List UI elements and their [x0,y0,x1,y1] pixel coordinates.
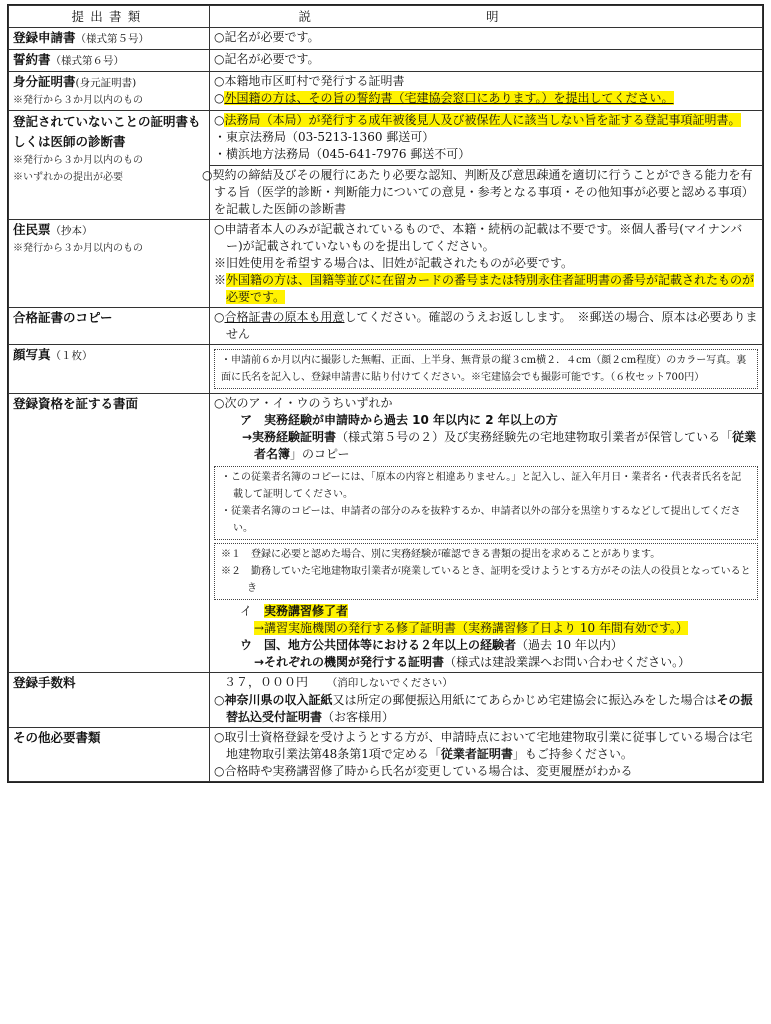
desc-line: ○契約の締結及びその履行にあたり必要な認知、判断及び意思疎通を適切に行うことができる能力を有する旨（医学的診断・判断能力についての意見・参考となる事項・その他知事が必要と認める事項）を記載した医師の診断書 [210,165,762,218]
table-row [9,308,763,345]
desc-line: ○取引士資格登録を受けようとする方が、申請時点において宅地建物取引業に従事している場合は宅地建物取引業法第48条第1項で定める「従業者証明書」もご持参ください。 [214,730,753,761]
desc-line: ○合格時や実務講習修了時から氏名が変更している場合は、変更履歴がわかる [214,764,633,778]
row-label: 登録手数料 [13,675,76,690]
desc-line: ・東京法務局（03-5213-1360 郵送可） [214,130,435,144]
row-desc: ○記名が必要です。 [210,28,763,50]
desc-line: ウ 国、地方公共団体等における２年以上の経験者（過去 10 年以内） [240,638,623,652]
header-description: 説明 [210,6,763,28]
table-row [9,673,763,728]
desc-line: ○申請者本人のみが記載されているもので、本籍・続柄の記載は不要です。※個人番号(マイナンバー)が記載されていないものを提出してください。 [214,222,743,253]
row-label: 登録申請書（様式第５号） [13,30,150,45]
row-note: ※いずれかの提出が必要 [13,172,123,183]
photo-note-box: ・申請前６か月以内に撮影した無帽、正面、上半身、無背景の縦３cm横２．４cm（顔２cm程度）のカラー写真。裏面に氏名を記入し、登録申請書に貼り付けてください。※宅建協会でも撮影可能です。（６枚セット700円） [214,349,758,389]
table-row [9,394,763,673]
table-header [9,6,763,28]
desc-line: ○神奈川県の収入証紙又は所定の郵便振込用紙にてあらかじめ宅建協会に振込みをした場合はその振替払込受付証明書（お客様用） [214,693,753,724]
desc-line: ３７，０００円 （消印しないでください） [224,675,453,689]
row-label: 住民票（抄本） [13,222,93,237]
desc-line: ○合格証書の原本も用意してください。確認のうえお返しします。 ※郵送の場合、原本は必要ありません [214,310,758,341]
desc-line: ○法務局（本局）が発行する成年被後見人及び被保佐人に該当しない旨を証する登記事項証明書。 [214,113,741,127]
table-row [9,728,763,782]
desc-line: ○次のア・イ・ウのうちいずれか [214,396,393,410]
table-row [9,50,763,72]
document-sheet [7,4,764,783]
row-label: 身分証明書(身元証明書) [13,74,137,89]
row-label: 登記されていないことの証明書もしくは医師の診断書 [13,114,201,149]
row-label: 誓約書（様式第６号） [13,52,125,67]
employee-roster-note-box: ・この従業者名簿のコピーには、「原本の内容と相違ありません。」と記入し、証入年月日・業者名・代表者氏名を記載して証明してください。 ・従業者名簿のコピーは、申請者の部分のみを抜粋するか、申請者以外の部分を黒塗りするなどして提出してください。 [214,466,758,540]
row-desc: ○記名が必要です。 [210,50,763,72]
table-row [9,72,763,111]
desc-line: →講習実施機関の発行する修了証明書（実務講習修了日より 10 年間有効です。） [254,621,688,635]
table-row [9,345,763,394]
table-row [9,111,763,220]
table-row [9,28,763,50]
desc-line: ア 実務経験が申請時から過去 10 年以内に 2 年以上の方 [240,413,558,427]
row-note: ※発行から３か月以内のもの [13,95,143,106]
desc-line: ・横浜地方法務局（045-641-7976 郵送不可） [214,147,471,161]
table-row [9,220,763,308]
row-note: ※発行から３か月以内のもの [13,243,143,254]
row-label: 顔写真（１枚） [13,347,93,362]
desc-line: ※旧姓使用を希望する場合は、旧姓が記載されたものが必要です。 [214,256,574,270]
row-note: ※発行から３か月以内のもの [13,155,143,166]
desc-line: ○本籍地市区町村で発行する証明書 [214,74,405,88]
header-documents: 提出書類 [9,6,210,28]
remarks-box: ※１ 登録に必要と認めた場合、別に実務経験が確認できる書類の提出を求めることがあります。 ※２ 勤務していた宅地建物取引業者が廃業しているとき、証明を受けようとする方がその法人の役員となっているとき [214,543,758,600]
desc-line: イ 実務講習修了者 [240,604,349,618]
desc-line: →実務経験証明書（様式第５号の２）及び実務経験先の宅地建物取引業者が保管している「従業者名簿」のコピー [242,430,757,461]
desc-line: →それぞれの機関が発行する証明書（様式は建設業課へお問い合わせください。） [254,655,691,669]
desc-line: ○外国籍の方は、その旨の誓約書（宅建協会窓口にあります。）を提出してください。 [214,91,674,105]
row-label: その他必要書類 [13,730,101,745]
required-documents-table [8,5,763,782]
row-label: 合格証書のコピー [13,310,113,325]
row-label: 登録資格を証する書面 [13,396,139,411]
desc-line: ※外国籍の方は、国籍等並びに在留カードの番号または特別永住者証明書の番号が記載されたものが必要です。 [214,273,755,304]
